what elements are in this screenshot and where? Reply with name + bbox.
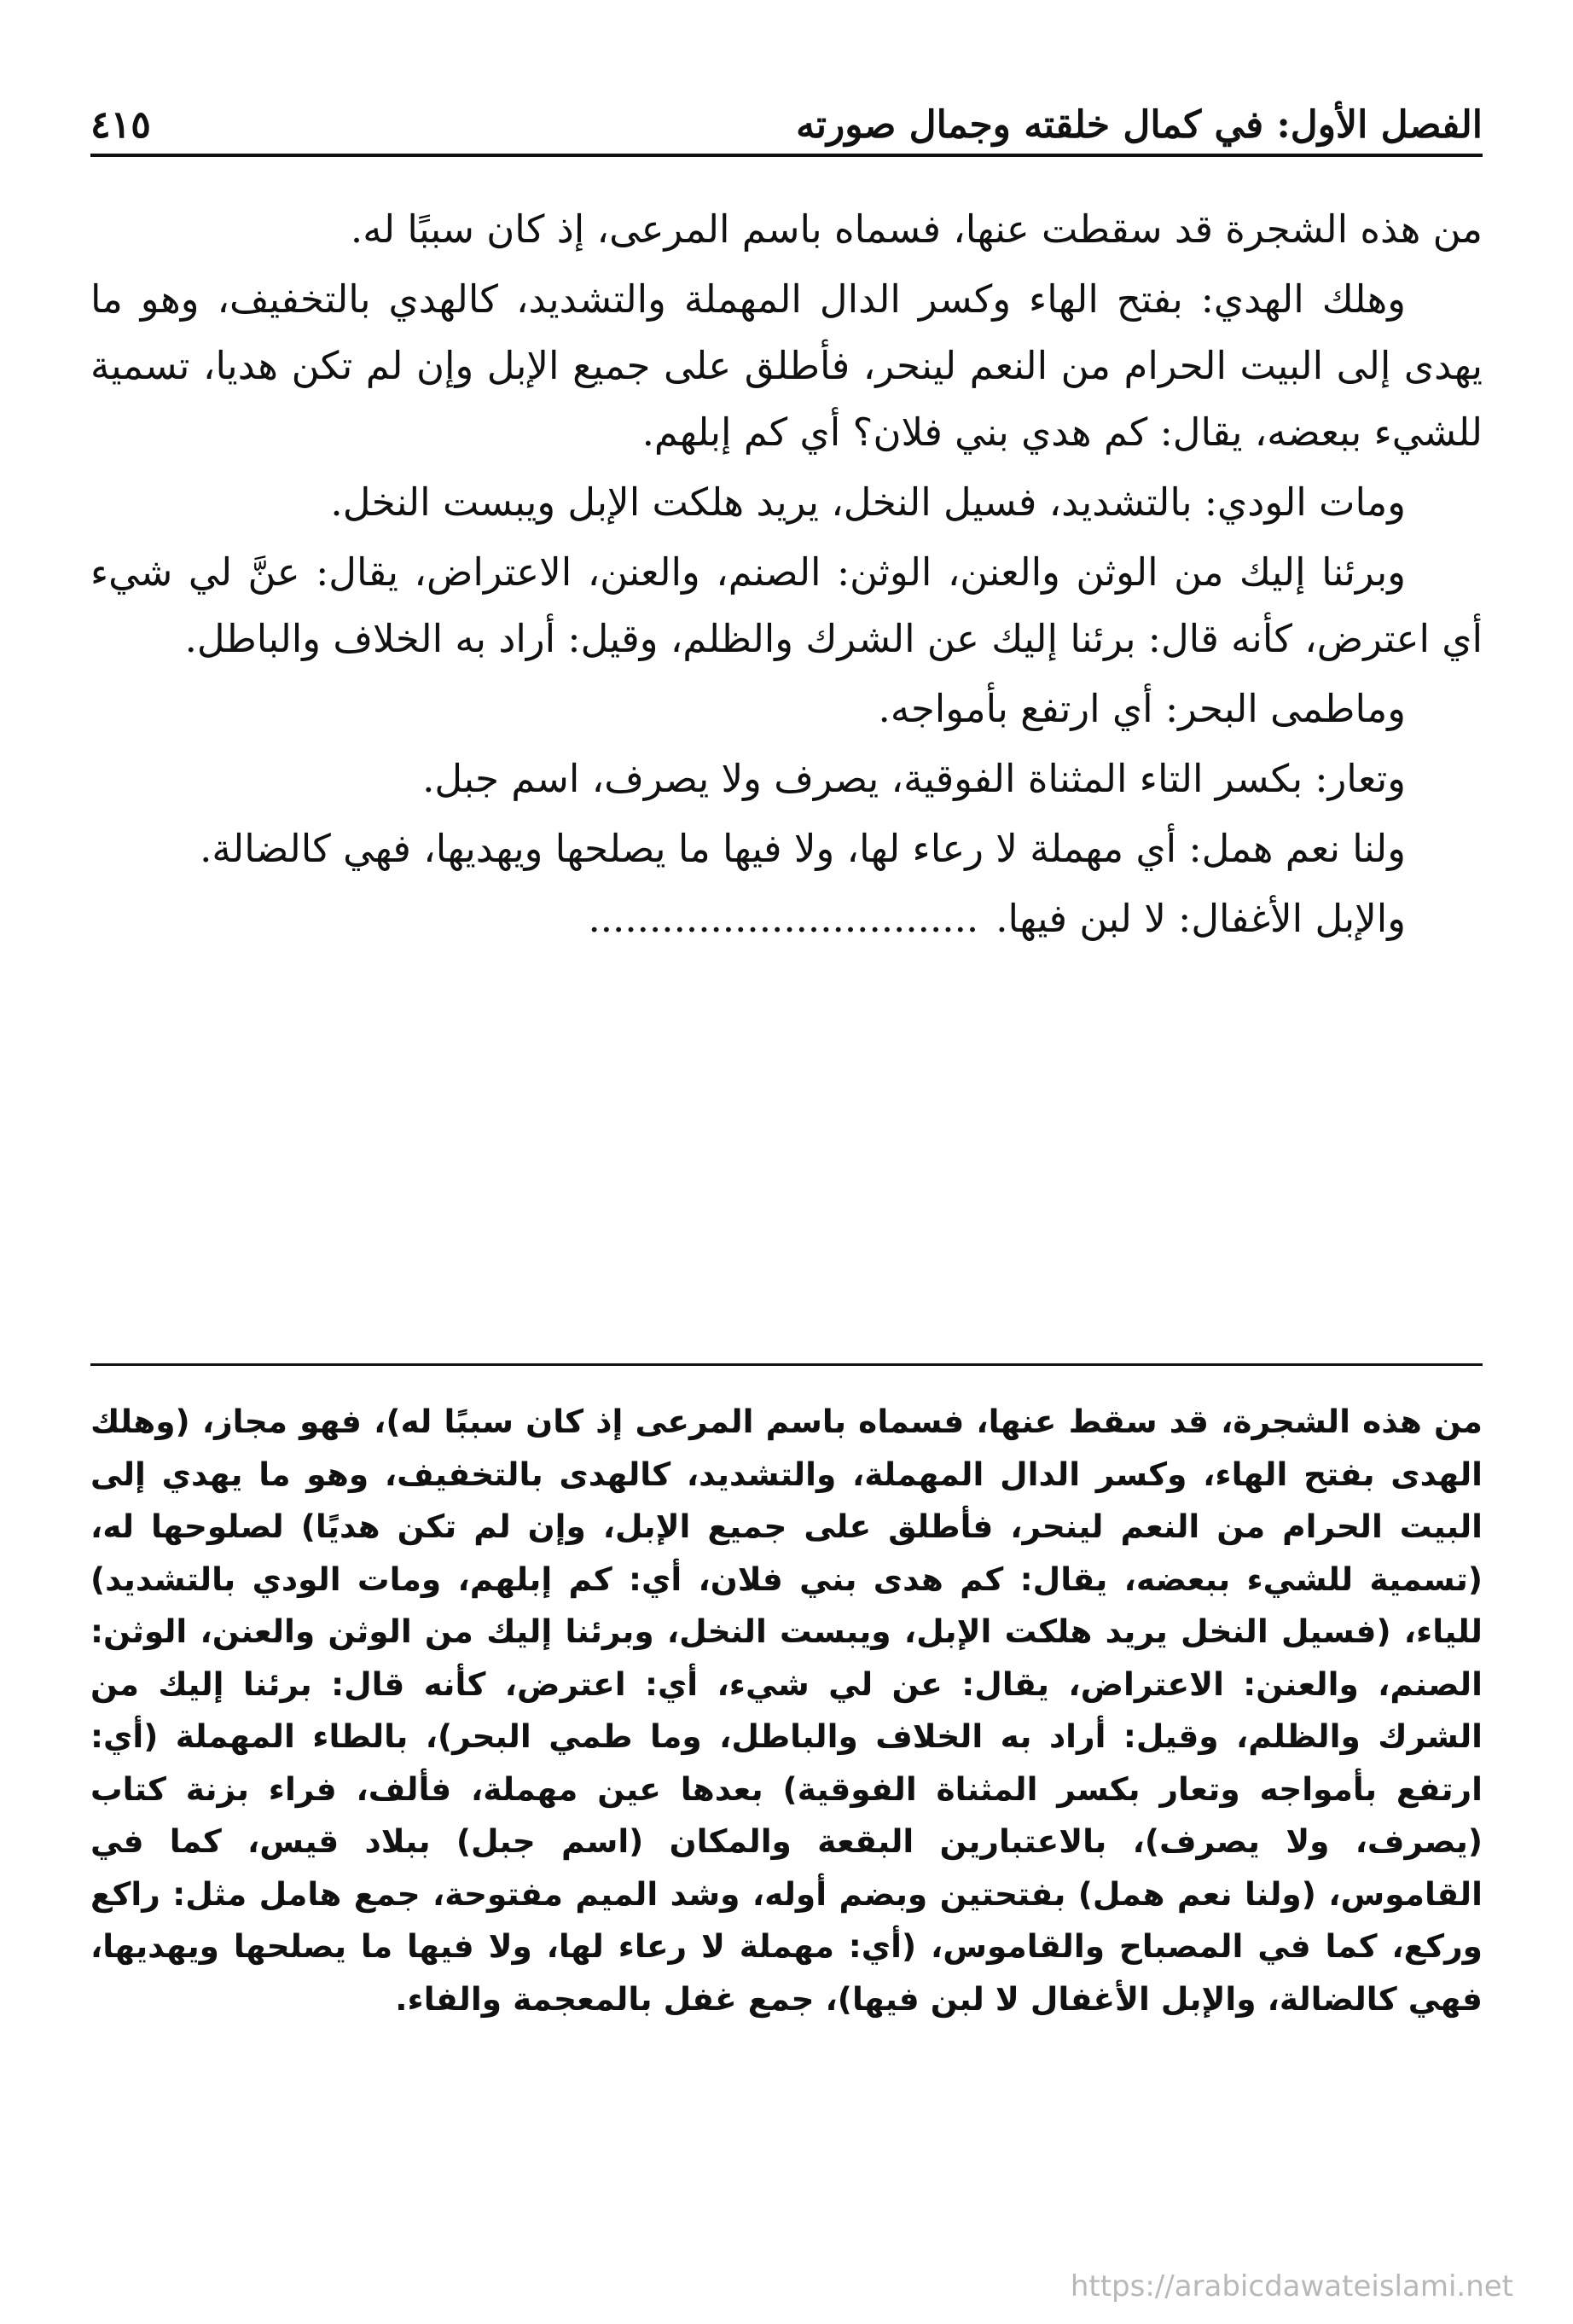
page-number: ٤١٥ [90,103,151,147]
paragraph: ومات الودي: بالتشديد، فسيل النخل، يريد هلكت الإبل ويبست النخل. [330,479,1406,525]
header-rule [90,154,1483,157]
watermark-url: https://arabicdawateislami.net [1070,2269,1513,2304]
last-line-text: والإبل الأغفال: لا لبن فيها. [995,896,1406,941]
footnote-separator [90,1363,1483,1366]
main-text [90,196,1483,956]
paragraph: وهلك الهدي: بفتح الهاء وكسر الدال المهملة والتشديد، كالهدي بالتخفيف، وهو ما يهدى إلى البيت الحرام من النعم لينحر، فأطلق على جميع الإبل وإن لم تكن هديا، تسمية للشيء ببعضه، يقال: كم هدي بني فلان؟ أي كم إبلهم. [90,276,1483,455]
last-paragraph [90,886,1483,952]
paragraph: وماطمى البحر: أي ارتفع بأمواجه. [878,686,1406,731]
paragraph: ولنا نعم همل: أي مهملة لا رعاء لها، ولا فيها ما يصلحها ويهديها، فهي كالضالة. [200,826,1406,871]
paragraph: وتعار: بكسر التاء المثناة الفوقية، يصرف ولا يصرف، اسم جبل. [422,756,1406,801]
chapter-title: الفصل الأول: في كمال خلقته وجمال صورته [796,103,1483,147]
page-header [90,78,1483,147]
paragraph: من هذه الشجرة قد سقطت عنها، فسماه باسم المرعى، إذ كان سببًا له. [350,206,1483,252]
paragraph: وبرئنا إليك من الوثن والعنن، الوثن: الصنم، والعنن، الاعتراض، يقال: عنَّ لي شيء أي اعترض، كأنه قال: برئنا إليك عن الشرك والظلم، وقيل: أراد به الخلاف والباطل. [90,549,1483,661]
footnote-text: من هذه الشجرة، قد سقط عنها، فسماه باسم المرعى إذ كان سببًا له)، فهو مجاز، (وهلك الهدى بفتح الهاء، وكسر الدال المهملة، والتشديد، كالهدى بالتخفيف، وهو ما يهدي إلى البيت الحرام من النعم لينحر، فأطلق على جميع الإبل، وإن لم تكن هديًا) لصلوحها له، (تسمية للشيء ببعضه، يقال: كم هدى بني فلان، أي: كم إبلهم، ومات الودي بالتشديد) للياء، (فسيل النخل يريد هلكت الإبل، ويبست النخل، وبرئنا إليك من الوثن والعنن، الوثن: الصنم، والعنن: الاعتراض، يقال: عن لي شيء، أي: اعترض، كأنه قال: برئنا إليك من الشرك والظلم، وقيل: أراد به الخلاف والباطل، وما طمي البحر)، بالطاء المهملة (أي: ارتفع بأمواجه وتعار بكسر المثناة الفوقية) بعدها عين مهملة، فألف، فراء بزنة كتاب (يصرف، ولا يصرف)، بالاعتبارين البقعة والمكان (اسم جبل) ببلاد قيس، كما في القاموس، (ولنا نعم همل) بفتحتين وبضم أوله، وشد الميم مفتوحة، جمع هامل مثل: راكع وركع، كما في المصباح والقاموس، (أي: مهملة لا رعاء لها، ولا فيها ما يصلحها ويهديها، فهي كالضالة، والإبل الأغفال لا لبن فيها)، جمع غفل بالمعجمة والفاء. [90,1403,1483,2018]
footnote-commentary [90,1396,1483,2025]
dotted-leader: ................................ [588,896,979,941]
